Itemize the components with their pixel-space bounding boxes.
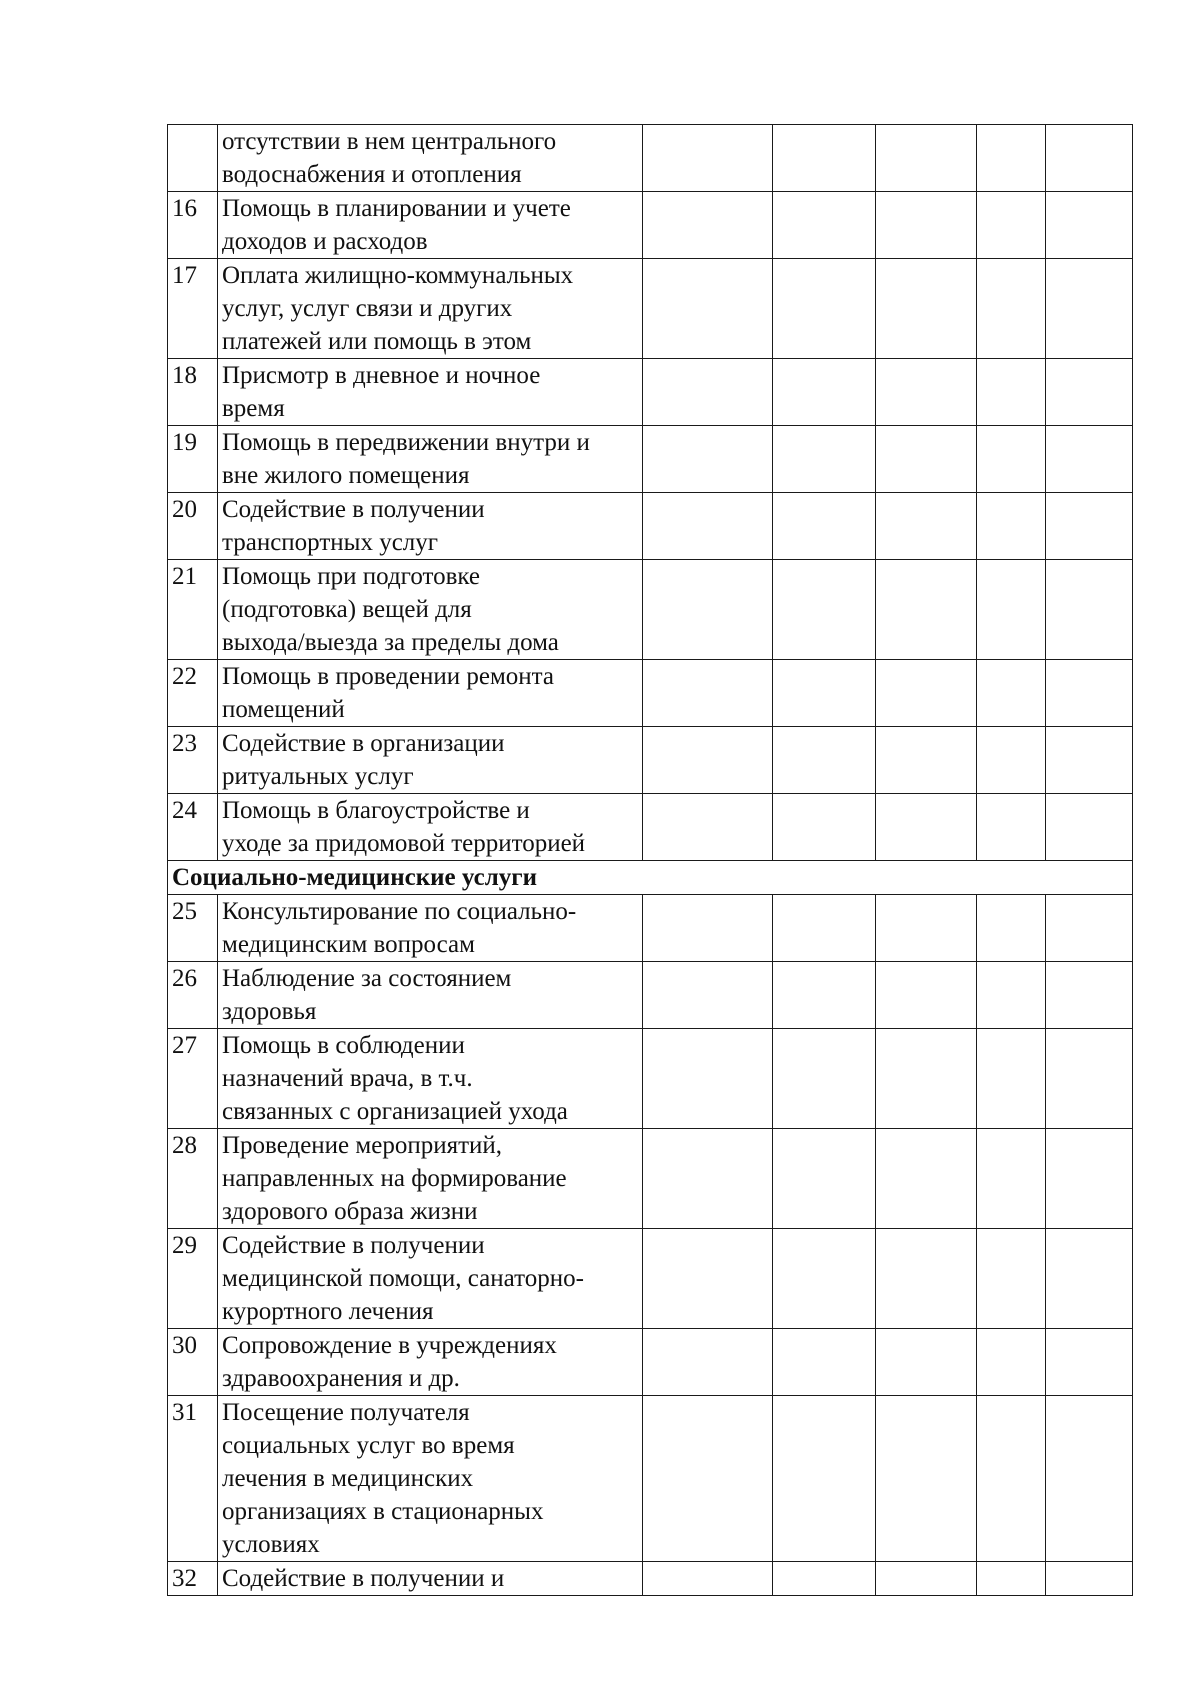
row-number: 16 (168, 192, 218, 259)
service-name (218, 1129, 643, 1229)
empty-cell (773, 1029, 876, 1129)
services-table (167, 124, 1133, 1596)
service-name-line: здорового образа жизни (222, 1198, 478, 1225)
empty-cell (977, 493, 1046, 560)
table-row (168, 359, 1133, 426)
empty-cell (1046, 794, 1133, 861)
table-row (168, 1229, 1133, 1329)
service-name-line: Содействие в получении и (222, 1565, 505, 1592)
empty-cell (773, 727, 876, 794)
empty-cell (1046, 192, 1133, 259)
empty-cell (977, 1329, 1046, 1396)
service-name-line: Помощь в планировании и учете (222, 195, 571, 222)
empty-cell (977, 560, 1046, 660)
empty-cell (876, 727, 977, 794)
row-number: 25 (168, 895, 218, 962)
table-row (168, 1029, 1133, 1129)
empty-cell (773, 1396, 876, 1562)
service-name (218, 493, 643, 560)
empty-cell (773, 493, 876, 560)
service-name-line: организациях в стационарных (222, 1498, 544, 1525)
row-number: 29 (168, 1229, 218, 1329)
empty-cell (876, 192, 977, 259)
table-row (168, 560, 1133, 660)
service-name-line: направленных на формирование (222, 1165, 567, 1192)
service-name-line: здравоохранения и др. (222, 1365, 460, 1392)
empty-cell (1046, 426, 1133, 493)
service-name-line: помещений (222, 696, 345, 723)
service-name (218, 794, 643, 861)
empty-cell (643, 1029, 773, 1129)
service-name-line: связанных с организацией ухода (222, 1098, 568, 1125)
empty-cell (643, 259, 773, 359)
row-number: 32 (168, 1562, 218, 1596)
service-name-line: Помощь при подготовке (222, 563, 481, 590)
table-row (168, 895, 1133, 962)
empty-cell (977, 426, 1046, 493)
empty-cell (876, 1562, 977, 1596)
service-name-line: услуг, услуг связи и других (222, 295, 513, 322)
service-name (218, 359, 643, 426)
empty-cell (876, 426, 977, 493)
row-number: 30 (168, 1329, 218, 1396)
empty-cell (977, 1129, 1046, 1229)
service-name-line: медицинской помощи, санаторно- (222, 1265, 584, 1292)
service-name (218, 1229, 643, 1329)
empty-cell (876, 359, 977, 426)
empty-cell (1046, 1396, 1133, 1562)
empty-cell (1046, 493, 1133, 560)
empty-cell (773, 359, 876, 426)
row-number: 24 (168, 794, 218, 861)
empty-cell (773, 125, 876, 192)
service-name-line: отсутствии в нем центрального (222, 128, 557, 155)
empty-cell (773, 1229, 876, 1329)
empty-cell (876, 259, 977, 359)
empty-cell (876, 1329, 977, 1396)
empty-cell (876, 493, 977, 560)
service-name-line: время (222, 395, 285, 422)
empty-cell (643, 493, 773, 560)
empty-cell (773, 794, 876, 861)
empty-cell (773, 192, 876, 259)
empty-cell (773, 1129, 876, 1229)
empty-cell (773, 560, 876, 660)
table-row (168, 426, 1133, 493)
empty-cell (643, 426, 773, 493)
service-name-line: Содействие в получении (222, 496, 485, 523)
empty-cell (876, 125, 977, 192)
service-name (218, 727, 643, 794)
empty-cell (643, 1329, 773, 1396)
table-row (168, 1562, 1133, 1596)
service-name (218, 1029, 643, 1129)
service-name (218, 1396, 643, 1562)
empty-cell (643, 192, 773, 259)
empty-cell (977, 359, 1046, 426)
empty-cell (977, 794, 1046, 861)
empty-cell (1046, 1329, 1133, 1396)
service-name (218, 560, 643, 660)
empty-cell (977, 1396, 1046, 1562)
empty-cell (876, 1129, 977, 1229)
empty-cell (977, 895, 1046, 962)
row-number: 21 (168, 560, 218, 660)
empty-cell (643, 895, 773, 962)
service-name-line: курортного лечения (222, 1298, 434, 1325)
table-row (168, 192, 1133, 259)
table-row (168, 125, 1133, 192)
empty-cell (773, 660, 876, 727)
section-heading: Социально-медицинские услуги (168, 861, 1133, 895)
empty-cell (643, 727, 773, 794)
row-number: 18 (168, 359, 218, 426)
empty-cell (1046, 359, 1133, 426)
empty-cell (977, 962, 1046, 1029)
service-name (218, 259, 643, 359)
empty-cell (643, 1562, 773, 1596)
empty-cell (977, 660, 1046, 727)
empty-cell (876, 1396, 977, 1562)
empty-cell (1046, 1562, 1133, 1596)
service-name-line: Содействие в получении (222, 1232, 485, 1259)
service-name (218, 660, 643, 727)
empty-cell (1046, 1029, 1133, 1129)
service-name-line: Консультирование по социально- (222, 898, 577, 925)
row-number (168, 125, 218, 192)
service-name-line: Оплата жилищно-коммунальных (222, 262, 574, 289)
empty-cell (773, 962, 876, 1029)
row-number: 23 (168, 727, 218, 794)
row-number: 17 (168, 259, 218, 359)
empty-cell (643, 660, 773, 727)
empty-cell (643, 1229, 773, 1329)
service-name-line: транспортных услуг (222, 529, 439, 556)
table-row (168, 727, 1133, 794)
row-number: 22 (168, 660, 218, 727)
empty-cell (876, 1029, 977, 1129)
empty-cell (643, 1396, 773, 1562)
row-number: 31 (168, 1396, 218, 1562)
empty-cell (876, 1229, 977, 1329)
section-row (168, 861, 1133, 895)
table-body (168, 125, 1133, 1596)
empty-cell (977, 1562, 1046, 1596)
service-name (218, 962, 643, 1029)
service-name-line: медицинским вопросам (222, 931, 475, 958)
service-name-line: ритуальных услуг (222, 763, 414, 790)
service-name-line: выхода/выезда за пределы дома (222, 629, 559, 656)
service-name-line: платежей или помощь в этом (222, 328, 532, 355)
service-name (218, 1329, 643, 1396)
empty-cell (977, 1229, 1046, 1329)
service-name-line: условиях (222, 1531, 320, 1558)
service-name-line: доходов и расходов (222, 228, 428, 255)
service-name-line: назначений врача, в т.ч. (222, 1065, 473, 1092)
empty-cell (876, 962, 977, 1029)
service-name (218, 1562, 643, 1596)
service-name-line: социальных услуг во время (222, 1432, 515, 1459)
empty-cell (1046, 1229, 1133, 1329)
row-number: 20 (168, 493, 218, 560)
empty-cell (773, 259, 876, 359)
service-name (218, 426, 643, 493)
row-number: 27 (168, 1029, 218, 1129)
table-row (168, 1129, 1133, 1229)
empty-cell (773, 895, 876, 962)
empty-cell (876, 794, 977, 861)
empty-cell (773, 1329, 876, 1396)
row-number: 26 (168, 962, 218, 1029)
table-row (168, 259, 1133, 359)
service-name-line: (подготовка) вещей для (222, 596, 472, 623)
service-name-line: Помощь в соблюдении (222, 1032, 465, 1059)
empty-cell (977, 125, 1046, 192)
table-row (168, 1329, 1133, 1396)
empty-cell (643, 125, 773, 192)
service-name-line: Сопровождение в учреждениях (222, 1332, 557, 1359)
service-name-line: Помощь в проведении ремонта (222, 663, 554, 690)
table-row (168, 962, 1133, 1029)
service-name-line: Присмотр в дневное и ночное (222, 362, 541, 389)
service-name-line: водоснабжения и отопления (222, 161, 522, 188)
empty-cell (1046, 895, 1133, 962)
service-name (218, 125, 643, 192)
service-name (218, 192, 643, 259)
empty-cell (977, 259, 1046, 359)
empty-cell (643, 1129, 773, 1229)
service-name-line: уходе за придомовой территорией (222, 830, 586, 857)
empty-cell (1046, 560, 1133, 660)
service-name-line: вне жилого помещения (222, 462, 470, 489)
empty-cell (1046, 1129, 1133, 1229)
empty-cell (1046, 125, 1133, 192)
table-row (168, 794, 1133, 861)
empty-cell (643, 560, 773, 660)
empty-cell (977, 1029, 1046, 1129)
empty-cell (977, 192, 1046, 259)
service-name-line: Помощь в благоустройстве и (222, 797, 530, 824)
service-name-line: Посещение получателя (222, 1399, 470, 1426)
empty-cell (977, 727, 1046, 794)
table-row (168, 493, 1133, 560)
empty-cell (1046, 962, 1133, 1029)
service-name-line: Помощь в передвижении внутри и (222, 429, 590, 456)
empty-cell (1046, 727, 1133, 794)
table-row (168, 1396, 1133, 1562)
service-name-line: здоровья (222, 998, 317, 1025)
row-number: 19 (168, 426, 218, 493)
row-number: 28 (168, 1129, 218, 1229)
empty-cell (1046, 660, 1133, 727)
service-name-line: Содействие в организации (222, 730, 505, 757)
table-row (168, 660, 1133, 727)
empty-cell (1046, 259, 1133, 359)
service-name (218, 895, 643, 962)
empty-cell (773, 426, 876, 493)
empty-cell (643, 962, 773, 1029)
empty-cell (773, 1562, 876, 1596)
empty-cell (643, 359, 773, 426)
service-name-line: лечения в медицинских (222, 1465, 474, 1492)
empty-cell (876, 660, 977, 727)
empty-cell (876, 895, 977, 962)
service-name-line: Наблюдение за состоянием (222, 965, 512, 992)
empty-cell (876, 560, 977, 660)
empty-cell (643, 794, 773, 861)
service-name-line: Проведение мероприятий, (222, 1132, 503, 1159)
